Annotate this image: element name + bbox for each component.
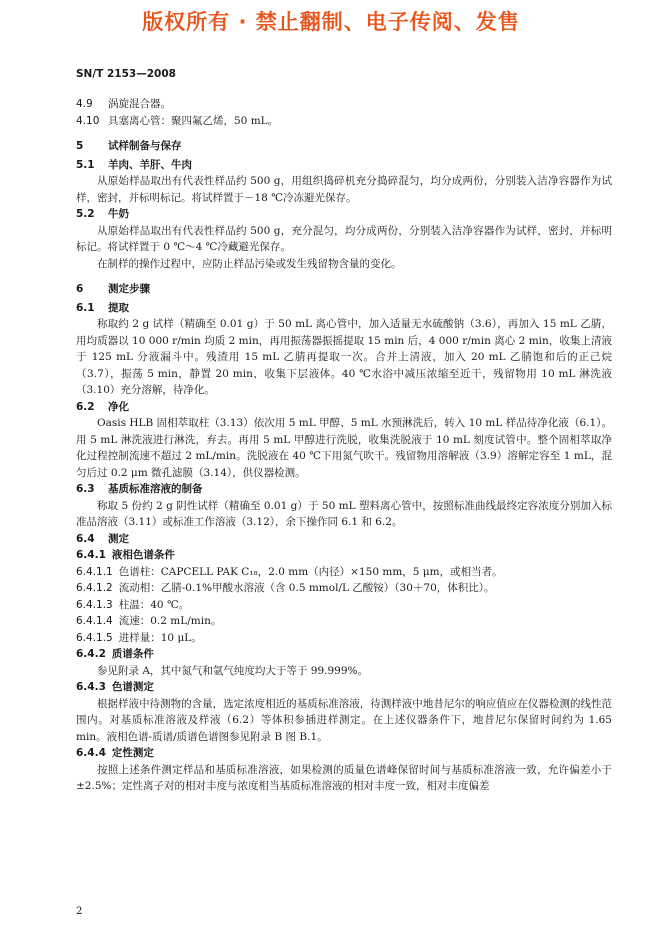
- section-heading: [76, 300, 612, 317]
- list-item: [76, 96, 612, 113]
- list-item: [76, 630, 612, 647]
- paragraph: Oasis HLB 固相萃取柱（3.13）依次用 5 mL 甲醇、5 mL 水预淋洗后，转入 10 mL 样品待净化液（6.1）。用 5 mL 淋洗液进行淋洗，弃去。再用 5 mL 甲醇进行洗脱，收集洗脱液于 10 mL 刻度试管中。整个固相萃取净化过程控制流速不超过 2 mL/min。洗脱液在 40 ℃下用氮气吹干。残留物用溶解液（3.9）溶解定容至 1 mL，混匀后过 0.2 μm 微孔滤膜（3.14），供仪器检测。: [76, 417, 612, 479]
- paragraph: 从原始样品取出有代表性样品约 500 g，充分混匀，均分成两份，分别装入洁净容器作为试样，密封，并标明标记。将试样置于 0 ℃～4 ℃冷藏避光保存。: [76, 224, 612, 253]
- list-item: [76, 613, 612, 630]
- clause-text: 液相色谱条件: [111, 549, 175, 561]
- section-heading: [76, 745, 612, 762]
- section-heading: [76, 138, 612, 155]
- paragraph: 在制样的操作过程中，应防止样品污染或发生残留物含量的变化。: [97, 257, 402, 270]
- clause-text: 定性测定: [111, 747, 154, 759]
- paragraph: 按照上述条件测定样品和基质标准溶液，如果检测的质量色谱峰保留时间与基质标准溶液一致，允许偏差小于±2.5%；定性离子对的相对丰度与浓度相当基质标准溶液的相对丰度一致，相对丰度偏差: [76, 763, 612, 792]
- clause-number: 6.4.2: [76, 648, 106, 660]
- paragraph: 称取 5 份约 2 g 阴性试样（精确至 0.01 g）于 50 mL 塑料离心管中，按照标准曲线最终定容浓度分别加入标准品溶液（3.11）或标准工作溶液（3.12），余下操作同 6.1 和 6.2。: [76, 499, 612, 528]
- document-body: [76, 96, 612, 795]
- section-heading: [76, 481, 612, 498]
- clause-number: 6.4.1.1: [76, 565, 113, 578]
- clause-number: 5: [76, 140, 84, 152]
- list-item: [76, 113, 612, 130]
- clause-number: 6.4.1.2: [76, 582, 113, 594]
- section-heading: [76, 547, 612, 564]
- clause-text: 提取: [108, 301, 129, 314]
- clause-text: 净化: [108, 400, 129, 413]
- clause-number: 5.2: [76, 208, 95, 220]
- clause-number: 6.4.1: [76, 549, 106, 561]
- clause-number: 4.10: [76, 114, 100, 127]
- list-item: [76, 564, 612, 581]
- clause-text: 色谱测定: [111, 681, 154, 693]
- clause-number: 6.4: [76, 532, 95, 545]
- clause-text: 牛奶: [108, 208, 129, 220]
- paragraph: 称取约 2 g 试样（精确至 0.01 g）于 50 mL 离心管中，加入适量无水硫酸钠（3.6），再加入 15 mL 乙腈，用均质器以 10 000 r/min 均质 2 min，再用振荡器振摇提取 15 min 后，4 000 r/min 离心 2 min，收集上清液于 125 mL 分液漏斗中。残渣用 15 mL 乙腈再提取一次。合并上清液，加入 20 mL 乙腈饱和后的正己烷（3.7），振荡 5 min，静置 20 min，收集下层液体。40 ℃水浴中减压浓缩至近干，残留物用 10 mL 淋洗液（3.10）充分溶解，待净化。: [76, 318, 612, 396]
- clause-number: 6.1: [76, 301, 95, 314]
- list-item: [76, 580, 612, 597]
- clause-text: 测定步骤: [108, 283, 150, 295]
- clause-number: 6.4.1.4: [76, 615, 113, 627]
- clause-number: 6.4.3: [76, 681, 106, 693]
- section-heading: [76, 281, 612, 298]
- clause-text: 羊肉、羊肝、牛肉: [108, 158, 192, 171]
- page-number: 2: [76, 906, 83, 917]
- clause-text: 涡旋混合器。: [108, 98, 171, 110]
- section-heading: [76, 399, 612, 416]
- section-heading: [76, 206, 612, 223]
- clause-number: 6.4.1.3: [76, 598, 113, 611]
- clause-number: 5.1: [76, 158, 95, 171]
- clause-text: 流速：0.2 mL/min。: [118, 615, 222, 627]
- clause-text: 具塞离心管：聚四氟乙烯，50 mL。: [108, 114, 279, 127]
- clause-text: 质谱条件: [111, 648, 154, 660]
- clause-number: 4.9: [76, 98, 93, 110]
- paragraph: 根据样液中待测物的含量，选定浓度相近的基质标准溶液，待测样液中地昔尼尔的响应值应在仪器检测的线性范围内。对基质标准溶液及样液（6.2）等体积参插进样测定。在上述仪器条件下，地昔尼尔保留时间约为 1.65 min。液相色谱-质谱/质谱色谱图参见附录 B 图 B.1。: [76, 697, 612, 743]
- paragraph: 参见附录 A，其中氮气和氩气纯度均大于等于 99.999%。: [97, 664, 368, 677]
- section-heading: [76, 157, 612, 174]
- paragraph: 从原始样品取出有代表性样品约 500 g，用组织捣碎机充分捣碎混匀，均分成两份，分别装入洁净容器作为试样，密封，并标明标记。将试样置于－18 ℃冷冻避光保存。: [76, 175, 612, 204]
- standard-code: SN/T 2153—2008: [76, 68, 176, 80]
- clause-text: 测定: [108, 532, 129, 545]
- section-heading: [76, 531, 612, 548]
- clause-text: 进样量：10 μL。: [118, 631, 202, 644]
- list-item: [76, 597, 612, 614]
- clause-text: 基质标准溶液的制备: [108, 483, 203, 495]
- clause-text: 流动相：乙腈-0.1%甲酸水溶液（含 0.5 mmol/L 乙酸铵）（30＋70，体积比）。: [118, 582, 495, 594]
- section-heading: [76, 646, 612, 663]
- clause-text: 色谱柱：CAPCELL PAK C₁₈，2.0 mm（内径）×150 mm，5 μm，或相当者。: [118, 565, 503, 578]
- clause-text: 试样制备与保存: [108, 140, 182, 152]
- clause-number: 6.2: [76, 400, 95, 413]
- clause-number: 6.4.1.5: [76, 631, 113, 644]
- section-heading: [76, 679, 612, 696]
- clause-text: 柱温：40 ℃。: [118, 598, 190, 611]
- clause-number: 6.3: [76, 483, 95, 495]
- copyright-banner: 版权所有 · 禁止翻制、电子传阅、发售: [142, 10, 520, 34]
- clause-number: 6: [76, 283, 84, 295]
- clause-number: 6.4.4: [76, 747, 106, 759]
